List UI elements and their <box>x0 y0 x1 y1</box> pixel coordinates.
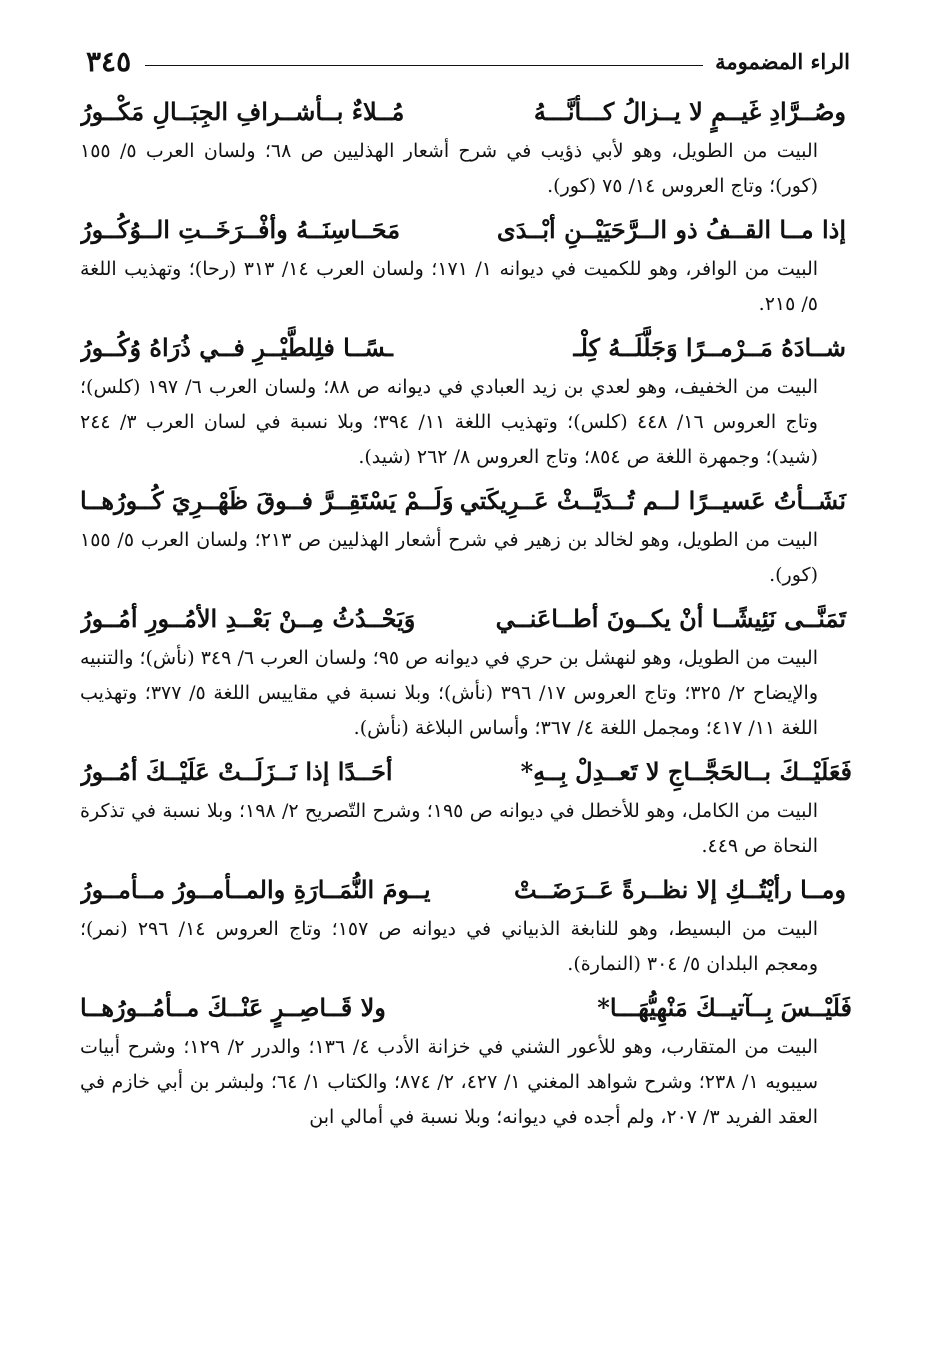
verse-line <box>80 326 852 370</box>
second-hemistich: مُــلاءٌ بــأشــرافِ الجِبَــالِ مَكْــورُ <box>80 97 405 126</box>
second-hemistich: مَحَــاسِنَــهُ وأفْــرَخَــتِ الــوُكُــورُ <box>80 215 401 244</box>
verse-line <box>80 750 852 794</box>
first-hemistich-text: تَمَنَّــى نَئِيشًــا أنْ يكــونَ أطــاعَنــي <box>495 604 846 633</box>
verse-note: البيت من الوافر، وهو للكميت في ديوانه ١/ ١٧١؛ ولسان العرب ١٤/ ٣١٣ (رحا)؛ وتهذيب اللغة ٥/ ٢١٥. <box>80 258 819 315</box>
first-hemistich-text: فَلَيْــسَ بِــآتيــكَ مَنْهِيُّهَـــا <box>609 993 852 1022</box>
header-rule <box>145 65 703 66</box>
verse-entry <box>80 479 852 593</box>
chapter-title: الراء المضمومة <box>715 48 850 74</box>
first-hemistich <box>514 868 852 912</box>
first-hemistich-text: شــادَهُ مَــرْمــرًا وَجَلَّلَــهُ كِلْـ <box>573 333 846 362</box>
verse-line <box>80 208 852 252</box>
verse-line <box>80 479 852 523</box>
verse-line <box>80 986 852 1030</box>
verse-entry <box>80 208 852 322</box>
second-hemistich: ـسًــا فلِلطَّيْــرِ فــي ذُرَاهُ وُكُــورُ <box>80 333 393 362</box>
second-hemistich: ولا قَــاصِــرٍ عَنْــكَ مــأمُــورُهــا <box>80 993 386 1022</box>
first-hemistich <box>497 208 852 252</box>
star-marker: * <box>520 757 534 786</box>
first-hemistich-text: ومــا رأيْتُــكِ إلا نظــرةً عَــرَضَــتْ <box>514 875 846 904</box>
first-hemistich <box>496 597 852 641</box>
running-header <box>86 42 850 80</box>
verse-entry <box>80 868 852 982</box>
second-hemistich: وَلَــمْ يَسْتَقِــرَّ فــوقَ ظَهْــرِيَ كُــورُهــا <box>80 486 454 515</box>
verse-note: البيت من البسيط، وهو للنابغة الذبياني في ديوانه ص ١٥٧؛ وتاج العروس ١٤/ ٢٩٦ (نمر)؛ ومعجم البلدان ٥/ ٣٠٤ (النمارة). <box>80 918 819 975</box>
verse-note: البيت من الكامل، وهو للأخطل في ديوانه ص ١٩٥؛ وشرح التّصريح ٢/ ١٩٨؛ وبلا نسبة في تذكرة النحاة ص ٤٤٩. <box>80 800 818 857</box>
first-hemistich <box>460 479 852 523</box>
first-hemistich <box>515 750 852 794</box>
verse-entry <box>80 326 852 475</box>
page-number: ٣٤٥ <box>86 44 132 78</box>
second-hemistich: يــومَ النُّمَــارَةِ والمــأمــورُ مــأمــورُ <box>80 875 431 904</box>
first-hemistich <box>591 986 852 1030</box>
first-hemistich-text: نَشَــأتُ عَسيــرًا لــم تُــدَيَّــثْ عَــرِيكَتي <box>459 486 846 515</box>
first-hemistich-text: إذا مــا القــفُ ذو الــرَّحَيَيْــنِ أبْــدَى <box>496 215 846 244</box>
first-hemistich-text: وصُــرَّادِ غَيــمٍ لا يــزالُ كـــأنَّـــهُ <box>533 97 846 126</box>
verse-entry <box>80 986 852 1135</box>
verse-entry <box>80 750 852 864</box>
second-hemistich: أحَــدًا إذا نَــزَلَــتْ عَلَيْــكَ أمُــورُ <box>80 757 393 786</box>
star-marker: * <box>597 993 610 1022</box>
verse-line <box>80 597 852 641</box>
verse-line <box>80 90 852 134</box>
verse-entry <box>80 90 852 204</box>
second-hemistich: وَيَحْــدُثُ مِــنْ بَعْــدِ الأمُــورِ أمُــورُ <box>80 604 416 633</box>
verse-note: البيت من الطويل، وهو لأبي ذؤيب في شرح أشعار الهذليين ص ٦٨؛ ولسان العرب ٥/ ١٥٥ (كور)؛ وتاج العروس ١٤/ ٧٥ (كور). <box>80 140 818 197</box>
verse-note: البيت من الطويل، وهو لخالد بن زهير في شرح أشعار الهذليين ص ٢١٣؛ ولسان العرب ٥/ ١٥٥ (كور). <box>80 529 818 586</box>
verse-line <box>80 868 852 912</box>
verse-note: البيت من الطويل، وهو لنهشل بن حري في ديوانه ص ٩٥؛ ولسان العرب ٦/ ٣٤٩ (نأش)؛ والتنبيه والإيضاح ٢/ ٣٢٥؛ وتاج العروس ١٧/ ٣٩٦ (نأش)؛ وبلا نسبة في مقاييس اللغة ٥/ ٣٧٧؛ وتهذيب اللغة ١١/ ٤١٧؛ ومجمل اللغة ٤/ ٣٦٧؛ وأساس البلاغة (نأش). <box>80 647 819 739</box>
verse-note: البيت من المتقارب، وهو للأعور الشني في خزانة الأدب ٤/ ١٣٦؛ والدرر ٢/ ١٢٩؛ وشرح أبيات سيبويه ١/ ٢٣٨؛ وشرح شواهد المغني ١/ ٤٢٧، ٢/ ٨٧٤؛ والكتاب ١/ ٦٤؛ ولبشر بن أبي خازم في العقد الفريد ٣/ ٢٠٧، ولم أجده في ديوانه؛ وبلا نسبة في أمالي ابن <box>80 1036 818 1128</box>
verse-entry <box>80 597 852 746</box>
verse-note: البيت من الخفيف، وهو لعدي بن زيد العبادي في ديوانه ص ٨٨؛ ولسان العرب ٦/ ١٩٧ (كلس)؛ وتاج العروس ١٦/ ٤٤٨ (كلس)؛ وتهذيب اللغة ١١/ ٣٩٤؛ وبلا نسبة في لسان العرب ٣/ ٢٤٤ (شيد)؛ وجمهرة اللغة ص ٨٥٤؛ وتاج العروس ٨/ ٢٦٢ (شيد). <box>80 376 818 468</box>
first-hemistich <box>574 326 852 370</box>
page-body <box>80 90 852 1139</box>
first-hemistich <box>534 90 852 134</box>
first-hemistich-text: فَعَلَيْــكَ بــالحَجَّــاجِ لا تَعــدِلْ بِــهِ <box>533 757 852 786</box>
